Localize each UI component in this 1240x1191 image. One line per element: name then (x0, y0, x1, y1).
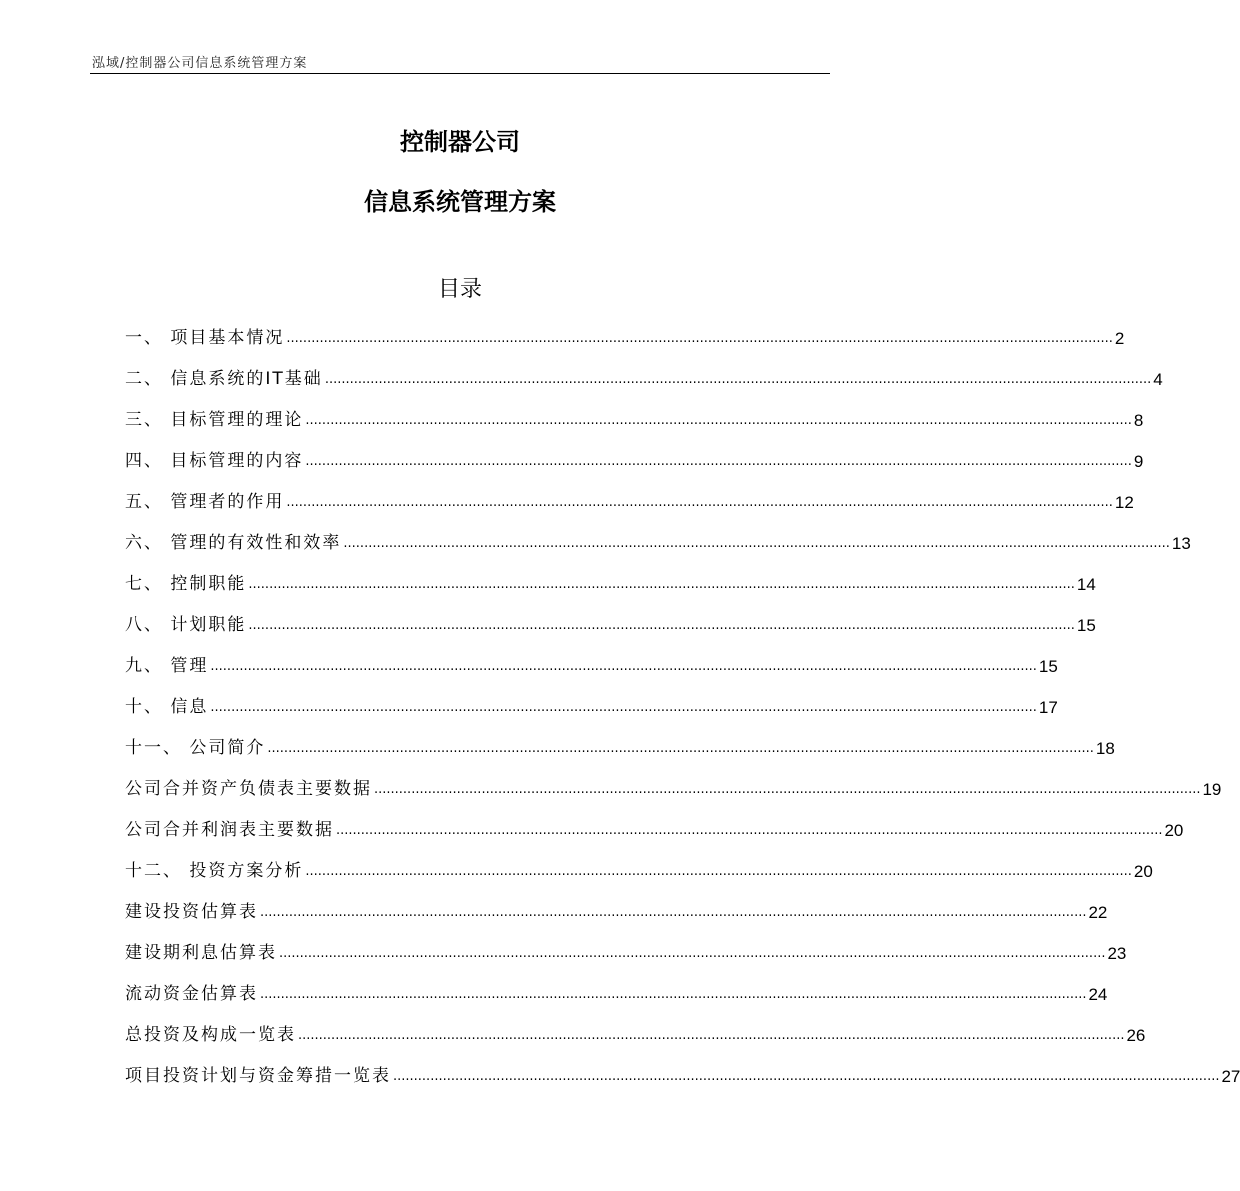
toc-entry-label: 公司合并利润表主要数据 (125, 820, 334, 840)
toc-dot-leader: ........................................................................................................................................................................................................ (343, 536, 1170, 551)
toc-entry[interactable] (125, 728, 1115, 769)
toc-entry-label: 五、 管理者的作用 (125, 492, 285, 512)
toc-entry-page-number: 22 (1088, 903, 1108, 922)
toc-entry-label: 项目投资计划与资金筹措一览表 (125, 1066, 391, 1086)
toc-entry-page-number: 23 (1107, 944, 1127, 963)
toc-entry-label: 七、 控制职能 (125, 574, 247, 594)
toc-entry-page-number: 17 (1038, 698, 1058, 717)
toc-entry[interactable] (125, 687, 1058, 728)
document-title-line-1: 控制器公司 (400, 128, 520, 156)
toc-entry-label: 二、 信息系统的IT基础 (125, 369, 323, 389)
toc-entry-label: 流动资金估算表 (125, 984, 258, 1004)
toc-entry-page-number: 13 (1171, 534, 1191, 553)
toc-entry[interactable] (125, 400, 1144, 441)
toc-dot-leader: ........................................................................................................................................................................................................ (210, 659, 1037, 674)
toc-entry-label: 十二、 投资方案分析 (125, 861, 304, 881)
toc-entry-label: 四、 目标管理的内容 (125, 451, 304, 471)
toc-entry[interactable] (125, 933, 1127, 974)
toc-dot-leader: ........................................................................................................................................................................................................ (393, 1069, 1220, 1084)
toc-entry-page-number: 15 (1076, 616, 1096, 635)
toc-dot-leader: ........................................................................................................................................................................................................ (336, 823, 1163, 838)
toc-entry[interactable] (125, 1056, 1240, 1097)
toc-dot-leader: ........................................................................................................................................................................................................ (248, 618, 1075, 633)
running-header: 泓域/控制器公司信息系统管理方案 (92, 56, 308, 71)
toc-dot-leader: ........................................................................................................................................................................................................ (305, 864, 1132, 879)
toc-entry[interactable] (125, 359, 1163, 400)
toc-dot-leader: ........................................................................................................................................................................................................ (298, 1028, 1125, 1043)
toc-entry[interactable] (125, 523, 1191, 564)
toc-heading: 目录 (437, 277, 482, 302)
toc-entry-label: 八、 计划职能 (125, 615, 247, 635)
toc-dot-leader: ........................................................................................................................................................................................................ (210, 700, 1037, 715)
toc-dot-leader: ........................................................................................................................................................................................................ (286, 331, 1113, 346)
toc-entry[interactable] (125, 441, 1144, 482)
toc-dot-leader: ........................................................................................................................................................................................................ (286, 495, 1113, 510)
toc-entry-label: 十、 信息 (125, 697, 209, 717)
document-title-line-2: 信息系统管理方案 (364, 188, 556, 216)
toc-entry[interactable] (125, 810, 1184, 851)
toc-dot-leader: ........................................................................................................................................................................................................ (267, 741, 1094, 756)
toc-entry[interactable] (125, 892, 1108, 933)
toc-entry-page-number: 26 (1126, 1026, 1146, 1045)
toc-entry[interactable] (125, 974, 1108, 1015)
header-rule (90, 73, 830, 74)
toc-entry[interactable] (125, 605, 1096, 646)
toc-entry[interactable] (125, 482, 1134, 523)
toc-entry-page-number: 12 (1114, 493, 1134, 512)
toc-entry-page-number: 15 (1038, 657, 1058, 676)
toc-entry-label: 十一、 公司简介 (125, 738, 266, 758)
toc-entry-page-number: 4 (1153, 370, 1163, 389)
toc-entry-label: 建设期利息估算表 (125, 943, 277, 963)
toc-entry[interactable] (125, 646, 1058, 687)
toc-dot-leader: ........................................................................................................................................................................................................ (260, 987, 1087, 1002)
toc-entry-label: 九、 管理 (125, 656, 209, 676)
toc-dot-leader: ........................................................................................................................................................................................................ (260, 905, 1087, 920)
table-of-contents (125, 318, 1240, 1097)
toc-dot-leader: ........................................................................................................................................................................................................ (279, 946, 1106, 961)
toc-entry-page-number: 8 (1133, 411, 1144, 430)
toc-entry[interactable] (125, 564, 1096, 605)
toc-entry-label: 总投资及构成一览表 (125, 1025, 296, 1045)
toc-entry-label: 一、 项目基本情况 (125, 328, 285, 348)
toc-entry-page-number: 20 (1133, 862, 1153, 881)
toc-entry[interactable] (125, 1015, 1146, 1056)
toc-entry[interactable] (125, 851, 1153, 892)
toc-entry[interactable] (125, 318, 1125, 359)
toc-dot-leader: ........................................................................................................................................................................................................ (248, 577, 1075, 592)
toc-dot-leader: ........................................................................................................................................................................................................ (374, 782, 1201, 797)
toc-entry-page-number: 2 (1114, 329, 1125, 348)
toc-entry-page-number: 14 (1076, 575, 1096, 594)
toc-entry-label: 建设投资估算表 (125, 902, 258, 922)
toc-entry-label: 三、 目标管理的理论 (125, 410, 304, 430)
toc-dot-leader: ........................................................................................................................................................................................................ (305, 413, 1132, 428)
toc-entry-page-number: 19 (1202, 780, 1222, 799)
toc-entry-label: 六、 管理的有效性和效率 (125, 533, 342, 553)
toc-dot-leader: ........................................................................................................................................................................................................ (324, 372, 1152, 387)
toc-entry-page-number: 24 (1088, 985, 1108, 1004)
toc-entry-label: 公司合并资产负债表主要数据 (125, 779, 372, 799)
toc-entry-page-number: 9 (1133, 452, 1144, 471)
toc-entry-page-number: 27 (1221, 1067, 1240, 1086)
toc-dot-leader: ........................................................................................................................................................................................................ (305, 454, 1132, 469)
toc-entry-page-number: 20 (1164, 821, 1184, 840)
toc-entry[interactable] (125, 769, 1222, 810)
toc-entry-page-number: 18 (1095, 739, 1115, 758)
